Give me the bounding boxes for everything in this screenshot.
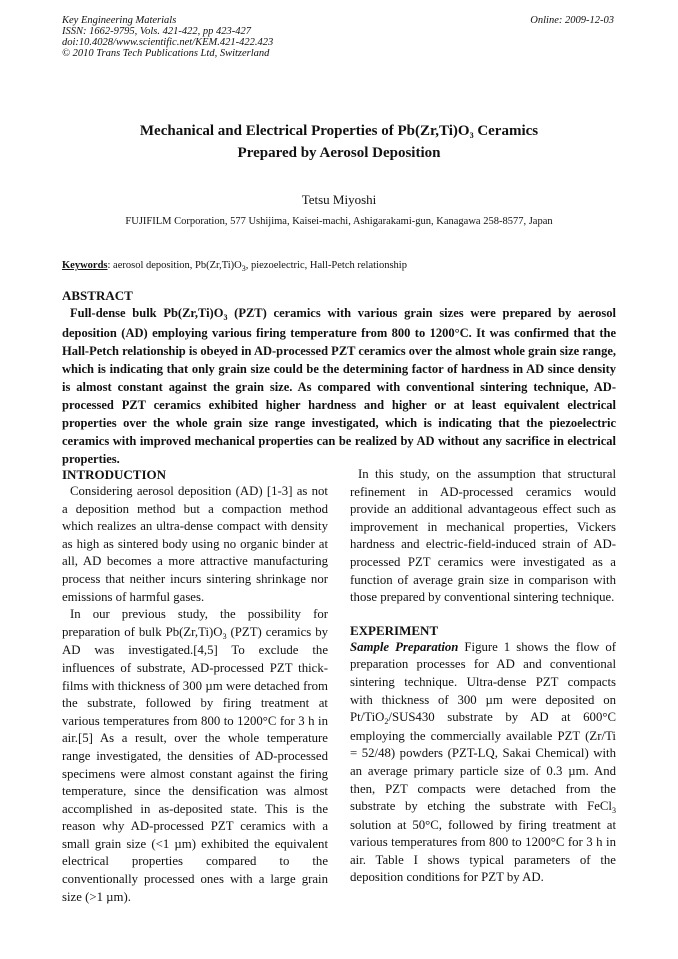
keywords-text-end: , piezoelectric, Hall-Petch relationship (245, 260, 407, 271)
keywords-label: Keywords (62, 260, 108, 271)
journal-name: Key Engineering Materials (62, 15, 177, 26)
title-line-1: Mechanical and Electrical Properties of Pb(Zr,Ti)O (139, 123, 470, 139)
experiment-subscript-1: 2 (384, 717, 389, 727)
intro-paragraph-1: Considering aerosol deposition (AD) [1-3] as not a deposition method but a compaction method which realizes an ultra-dense compact with density as high as sintered body using no organic binder at all, AD becomes a more attractive manufacturing process that neither incurs sintering shrinkage nor emissions of harmful gases. (62, 484, 328, 604)
experiment-text-2: /SUS430 substrate by AD at 600°C employing the commercially available PZT (Zr/Ti = 52/48) powders (PZT-LQ, Sakai Chemical) with an average primary particle size of 0.3 µm. And then, PZT compacts were detached from the substrate by etching the substrate with FeCl (350, 710, 616, 814)
online-date: Online: 2009-12-03 (530, 15, 614, 26)
affiliation: FUJIFILM Corporation, 577 Ushijima, Kaisei-machi, Ashigarakami-gun, Kanagawa 258-8577, Japan (125, 216, 553, 227)
experiment-heading: EXPERIMENT (350, 622, 439, 638)
experiment-text-3: solution at 50°C, followed by firing treatment at various temperatures from 800 to 1200°C for 3 h in air. Table I shows typical parameters of the deposition conditions for PZT by AD. (350, 817, 616, 885)
abstract-body (62, 304, 616, 468)
keywords-text: aerosol deposition, Pb(Zr,Ti)O (113, 260, 242, 271)
abstract-subscript: 3 (223, 313, 228, 322)
right-column (350, 466, 616, 887)
journal-header (62, 15, 422, 59)
experiment-subscript-2: 3 (612, 806, 616, 816)
abstract-text-start: Full-dense bulk Pb(Zr,Ti)O (70, 306, 224, 320)
left-column (62, 466, 328, 906)
keywords-separator: : (107, 260, 114, 271)
experiment-text-1: Figure 1 shows the flow of preparation processes for AD and conventional sintering technique. Ultra-dense PZT compacts with thickness of 300 µm were deposited on Pt/TiO (350, 639, 616, 725)
title-line-2: Prepared by Aerosol Deposition (237, 145, 441, 161)
issn-line: ISSN: 1662-9795, Vols. 421-422, pp 423-427 (62, 26, 251, 37)
author-name: Tetsu Miyoshi (301, 192, 377, 207)
experiment-paragraph (350, 639, 616, 887)
keywords-subscript: 3 (241, 264, 246, 273)
abstract-heading: ABSTRACT (62, 288, 133, 303)
paper-title (62, 121, 616, 163)
title-line-1-end: Ceramics (473, 123, 539, 139)
intro-p2-start: In our previous study, the possibility for preparation of bulk Pb(Zr,Ti)O (62, 607, 328, 639)
intro-p2-rest: (PZT) ceramics by AD was investigated.[4,5] To exclude the influences of substrate, AD-processed PZT thick-films with thickness of 300 µm were detached from the substrate, followed by firing treatment at various temperatures from 800 to 1200°C for 3 h in air.[5] As a result, over the whole temperature range investigated, the densities of AD-processed specimens were almost constant against the firing temperature, since the densification was almost accomplished in as-deposited state. This is the reason why AD-processed PZT ceramics with a small grain size (<1 µm) exhibited the equivalent electrical properties compared to the conventionally processed ones with a large grain size (>1 µm). (62, 624, 329, 904)
intro-paragraph-2 (62, 606, 328, 906)
introduction-heading: INTRODUCTION (62, 467, 167, 482)
title-subscript: 3 (469, 131, 474, 140)
intro-p2-subscript: 3 (222, 631, 227, 641)
intro-paragraph-3: In this study, on the assumption that structural refinement in AD-processed ceramics would provide an additional advantageous effect such as improvement in mechanical properties, Vickers hardness and electric-field-induced strain of AD-processed PZT ceramics were investigated as a function of average grain size in comparison with those prepared by conventional sintering technique. (350, 467, 616, 605)
doi-line[interactable]: doi:10.4028/www.scientific.net/KEM.421-422.423 (62, 37, 274, 48)
keywords (62, 260, 616, 271)
abstract-text: (PZT) ceramics with various grain sizes were prepared by aerosol deposition (AD) employing various firing temperature from 800 to 1200°C. It was confirmed that the Hall-Petch relationship is obeyed in AD-processed PZT ceramics over the almost whole grain size range, which is indicating that only grain size could be the determining factor of hardness in AD since density is almost constant against the grain size. As compared with conventional sintering technique, AD-processed PZT ceramics exhibited higher hardness and higher or at least equivalent electrical properties over the whole grain size range investigated, which is indicating that the piezoelectric ceramics with improved mechanical properties can be realized by AD without any sacrifice in electrical properties. (62, 306, 616, 466)
sample-preparation-subheading: Sample Preparation (350, 639, 459, 654)
copyright-line: © 2010 Trans Tech Publications Ltd, Switzerland (62, 48, 270, 59)
